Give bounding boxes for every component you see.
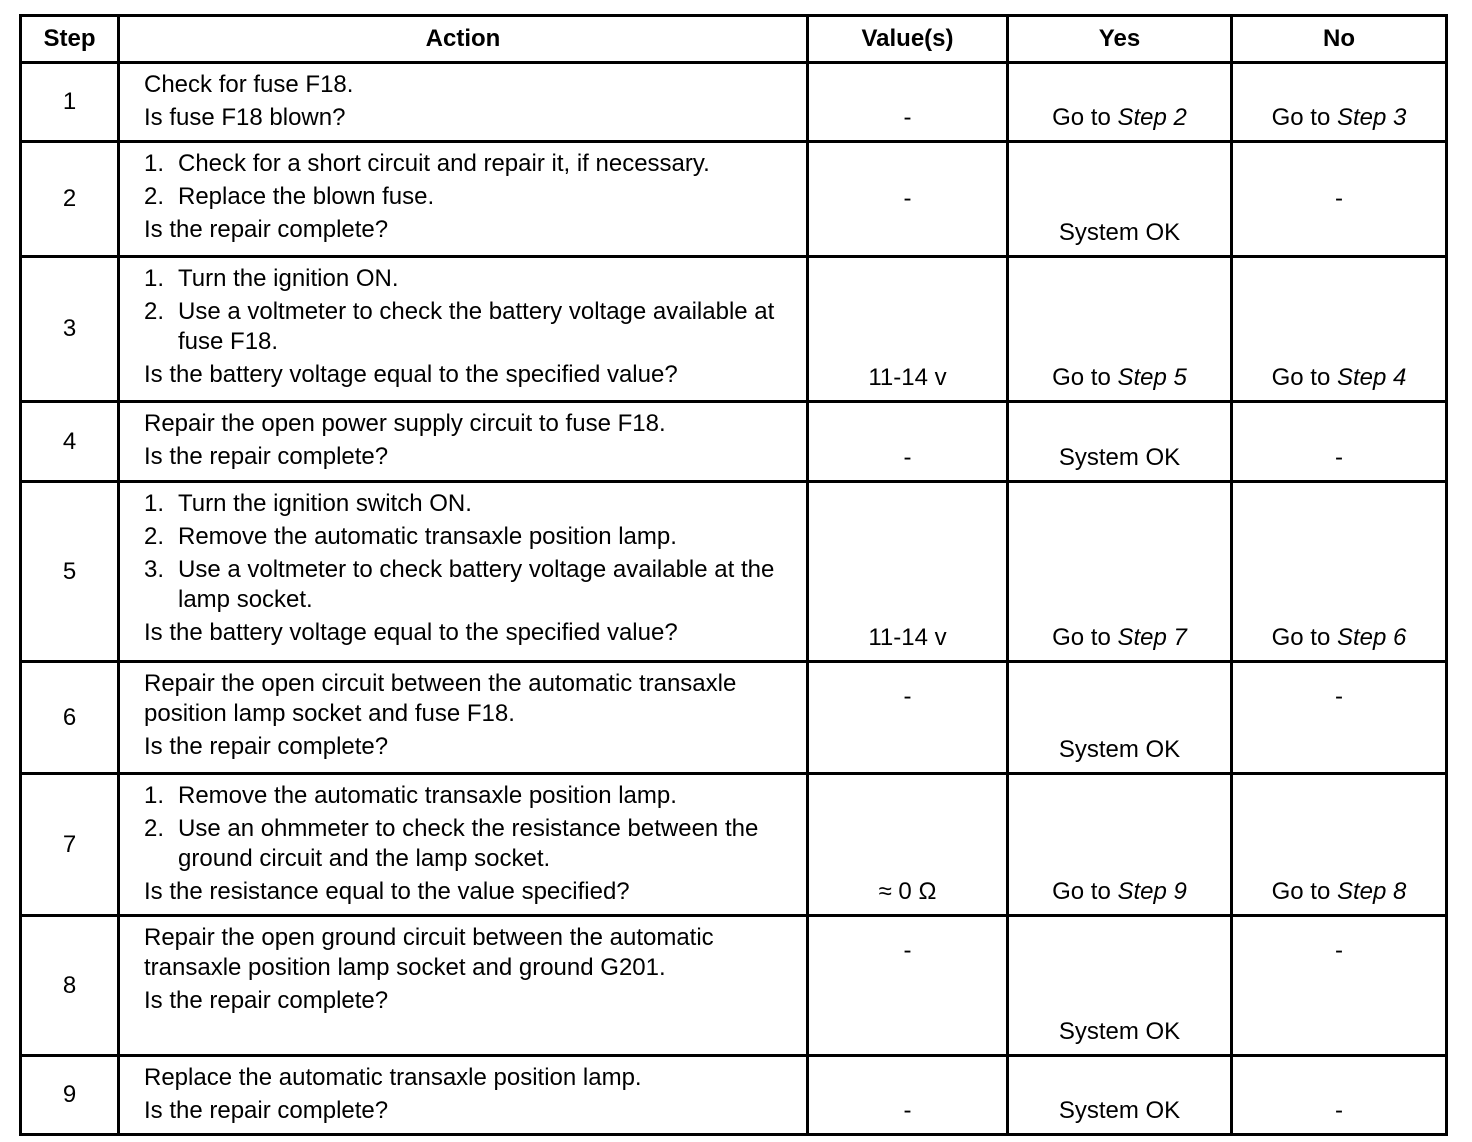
action-item [144,522,798,552]
action-cell [119,916,808,1056]
value-cell: - [808,142,1008,257]
step-reference: Step 2 [1117,104,1187,131]
no-cell: - [1232,142,1447,257]
action-line: Repair the open circuit between the automatic transaxle position lamp socket and fuse F18. [144,670,737,727]
yes-cell: System OK [1008,662,1232,774]
diagnostic-table [19,14,1448,1136]
table-row [21,142,1447,257]
table-row [21,482,1447,662]
action-question: Is the repair complete? [144,216,389,243]
action-item [144,781,798,811]
value-cell: 11-14 v [808,257,1008,402]
no-cell [1232,63,1447,142]
header-step: Step [21,16,119,63]
action-line: Check for fuse F18. [144,71,354,98]
item-number: 2. [144,183,165,210]
table-row [21,257,1447,402]
goto-prefix: Go to [1052,878,1111,905]
step-number: 3 [21,257,119,402]
action-cell [119,63,808,142]
action-item [144,555,798,615]
item-text: Use a voltmeter to check battery voltage available at the lamp socket. [178,556,775,613]
header-yes: Yes [1008,16,1232,63]
action-question: Is the battery voltage equal to the specified value? [144,619,678,646]
action-question: Is the repair complete? [144,733,389,760]
step-reference: Step 9 [1117,878,1187,905]
step-number: 4 [21,402,119,482]
no-cell [1232,257,1447,402]
action-item [144,814,798,874]
value-cell: ≈ 0 Ω [808,774,1008,916]
action-question: Is the repair complete? [144,443,389,470]
no-cell [1232,482,1447,662]
step-number: 8 [21,916,119,1056]
goto-prefix: Go to [1271,104,1331,131]
header-value: Value(s) [808,16,1008,63]
step-reference: Step 8 [1336,878,1407,905]
header-action: Action [119,16,808,63]
action-cell [119,1056,808,1135]
value-cell: - [808,1056,1008,1135]
yes-cell: System OK [1008,402,1232,482]
yes-cell [1008,63,1232,142]
action-line: Replace the automatic transaxle position lamp. [144,1064,642,1091]
table-row [21,1056,1447,1135]
step-number: 9 [21,1056,119,1135]
step-number: 2 [21,142,119,257]
action-question: Is fuse F18 blown? [144,104,346,131]
step-number: 6 [21,662,119,774]
table-row [21,402,1447,482]
step-reference: Step 3 [1336,104,1407,131]
value-cell: - [808,662,1008,774]
item-number: 1. [144,490,165,517]
table-row [21,63,1447,142]
no-cell [1232,774,1447,916]
action-cell [119,142,808,257]
action-question: Is the repair complete? [144,1097,389,1124]
action-line: Repair the open ground circuit between the automatic transaxle position lamp socket and ground G201. [144,924,714,981]
goto-prefix: Go to [1052,624,1111,651]
action-question: Is the battery voltage equal to the specified value? [144,361,678,388]
yes-cell: System OK [1008,142,1232,257]
action-item [144,297,798,357]
step-reference: Step 6 [1336,624,1407,651]
no-cell: - [1232,1056,1447,1135]
value-cell: - [808,402,1008,482]
action-cell [119,402,808,482]
item-text: Check for a short circuit and repair it, if necessary. [178,150,710,177]
step-reference: Step 5 [1117,364,1187,391]
item-text: Use an ohmmeter to check the resistance between the ground circuit and the lamp socket. [178,815,759,872]
no-cell: - [1232,662,1447,774]
item-number: 1. [144,150,165,177]
goto-prefix: Go to [1271,878,1331,905]
step-reference: Step 7 [1117,624,1187,651]
no-cell: - [1232,916,1447,1056]
value-cell: 11-14 v [808,482,1008,662]
goto-prefix: Go to [1271,624,1331,651]
yes-cell [1008,482,1232,662]
yes-cell [1008,774,1232,916]
yes-cell: System OK [1008,916,1232,1056]
action-line: Repair the open power supply circuit to fuse F18. [144,410,666,437]
yes-cell [1008,257,1232,402]
action-cell [119,257,808,402]
action-question: Is the repair complete? [144,987,389,1014]
action-cell [119,482,808,662]
table-row [21,916,1447,1056]
value-cell: - [808,916,1008,1056]
item-number: 1. [144,782,165,809]
item-number: 2. [144,815,165,842]
step-number: 7 [21,774,119,916]
item-text: Remove the automatic transaxle position lamp. [178,523,677,550]
step-number: 5 [21,482,119,662]
action-question: Is the resistance equal to the value specified? [144,878,630,905]
action-item [144,149,798,179]
item-number: 2. [144,523,165,550]
action-item [144,489,798,519]
table-row [21,774,1447,916]
goto-prefix: Go to [1052,104,1111,131]
step-number: 1 [21,63,119,142]
item-text: Remove the automatic transaxle position lamp. [178,782,677,809]
action-cell [119,774,808,916]
no-cell: - [1232,402,1447,482]
goto-prefix: Go to [1052,364,1111,391]
action-item [144,182,798,212]
step-reference: Step 4 [1336,364,1407,391]
yes-cell: System OK [1008,1056,1232,1135]
action-cell [119,662,808,774]
goto-prefix: Go to [1271,364,1331,391]
item-text: Use a voltmeter to check the battery voltage available at fuse F18. [178,298,775,355]
item-text: Turn the ignition switch ON. [178,490,472,517]
item-text: Replace the blown fuse. [178,183,435,210]
header-row [21,16,1447,63]
value-cell: - [808,63,1008,142]
table-row [21,662,1447,774]
item-text: Turn the ignition ON. [178,265,399,292]
item-number: 2. [144,298,165,325]
item-number: 3. [144,556,165,583]
action-item [144,264,798,294]
item-number: 1. [144,265,165,292]
header-no: No [1232,16,1447,63]
